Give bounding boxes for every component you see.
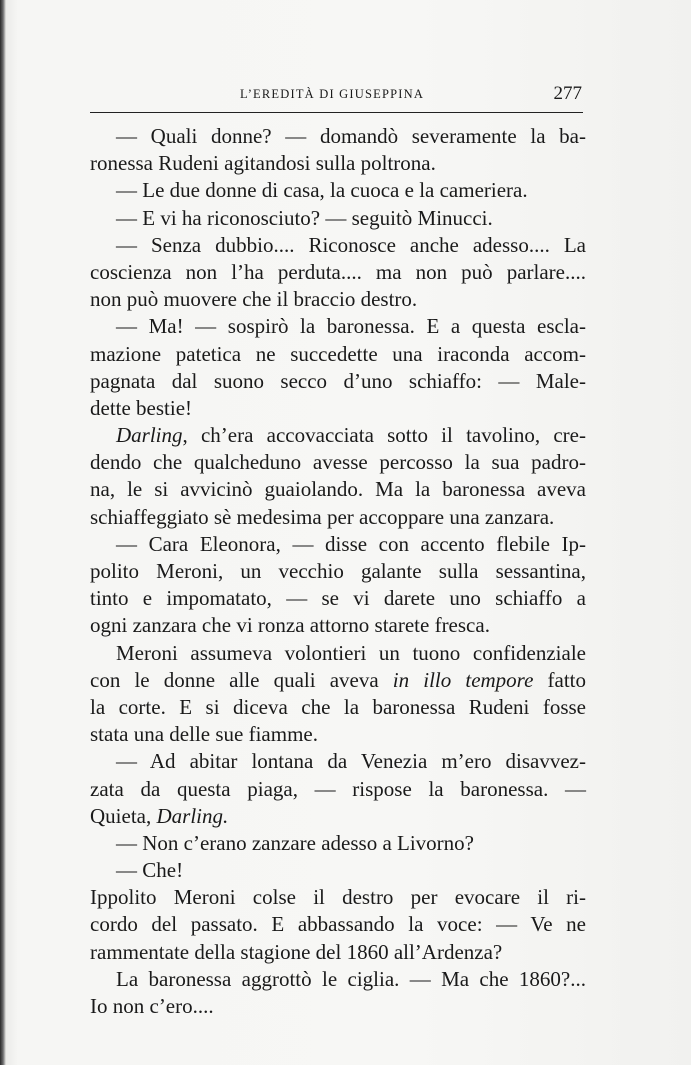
text-line: — E vi ha riconosciuto? — seguitò Minucci. bbox=[116, 205, 493, 230]
text-line: pagnata dal suono secco d’uno schiaffo: — Male- bbox=[90, 368, 586, 393]
text-line: — Quali donne? — domandò severamente la ba- bbox=[116, 124, 586, 148]
text-line: rammentate della stagione del 1860 all’Ardenza? bbox=[90, 939, 503, 964]
text-line: ogni zanzara che vi ronza attorno starete fresca. bbox=[90, 613, 490, 638]
text-line: — Che! bbox=[116, 858, 184, 883]
text-line: na, le si avvicinò guaiolando. Ma la baronessa aveva bbox=[90, 477, 586, 502]
text-line: Darling, ch’era accovacciata sotto il tavolino, cre- bbox=[116, 423, 586, 448]
text-line: La baronessa aggrottò le ciglia. — Ma che 1860?... bbox=[116, 966, 586, 991]
page-number: 277 bbox=[553, 83, 582, 104]
header-rule bbox=[90, 112, 583, 113]
text-line: — Le due donne di casa, la cuoca e la cameriera. bbox=[116, 178, 528, 203]
text-line: tinto e impomatato, — se vi darete uno schiaffo a bbox=[90, 586, 586, 611]
running-title: L’EREDITÀ DI GIUSEPPINA bbox=[240, 87, 425, 101]
text-line: non può muovere che il braccio destro. bbox=[90, 287, 418, 312]
text-line: mazione patetica ne succedette una iraconda accom- bbox=[90, 341, 586, 366]
text-line: Io non c’ero.... bbox=[90, 994, 214, 1018]
italic-phrase: Darling. bbox=[156, 803, 229, 828]
text-line: coscienza non l’ha perduta.... ma non può parlare.... bbox=[90, 259, 586, 284]
text-line: schiaffeggiato sè medesima per accoppare una zanzara. bbox=[90, 504, 555, 529]
text-line: Meroni assumeva volontieri un tuono confidenziale bbox=[116, 640, 586, 665]
text-line: la corte. E si diceva che la baronessa Rudeni fosse bbox=[90, 694, 586, 719]
text-line: dette bestie! bbox=[90, 395, 193, 420]
italic-phrase: in illo tempore bbox=[392, 667, 534, 692]
text-line: cordo del passato. E abbassando la voce: — Ve ne bbox=[90, 912, 586, 937]
text-line: ronessa Rudeni agitandosi sulla poltrona. bbox=[90, 151, 436, 176]
text-line: con le donne alle quali aveva in illo tempore fatto bbox=[90, 667, 587, 692]
body-text bbox=[90, 123, 586, 1020]
text-line: dendo che qualcheduno avesse percosso la sua padro- bbox=[90, 450, 586, 475]
text-line: — Non c’erano zanzare adesso a Livorno? bbox=[116, 830, 474, 855]
text-line: — Cara Eleonora, — disse con accento flebile Ip- bbox=[116, 531, 586, 556]
text-line: — Senza dubbio.... Riconosce anche adesso.... La bbox=[116, 232, 586, 257]
text-line: zata da questa piaga, — rispose la baronessa. — bbox=[90, 776, 586, 801]
text-line: polito Meroni, un vecchio galante sulla sessantina, bbox=[90, 559, 586, 583]
text-line: stata una delle sue fiamme. bbox=[90, 722, 318, 747]
page-binding-edge bbox=[0, 0, 6, 1065]
text-line: — Ma! — sospirò la baronessa. E a questa escla- bbox=[116, 314, 586, 339]
italic-phrase: Darling bbox=[116, 423, 183, 448]
text-line: — Ad abitar lontana da Venezia m’ero disavvez- bbox=[116, 749, 586, 774]
text-line: Ippolito Meroni colse il destro per evocare il ri- bbox=[90, 885, 586, 910]
running-head bbox=[90, 83, 590, 107]
text-line: Quieta, Darling. bbox=[90, 803, 229, 828]
